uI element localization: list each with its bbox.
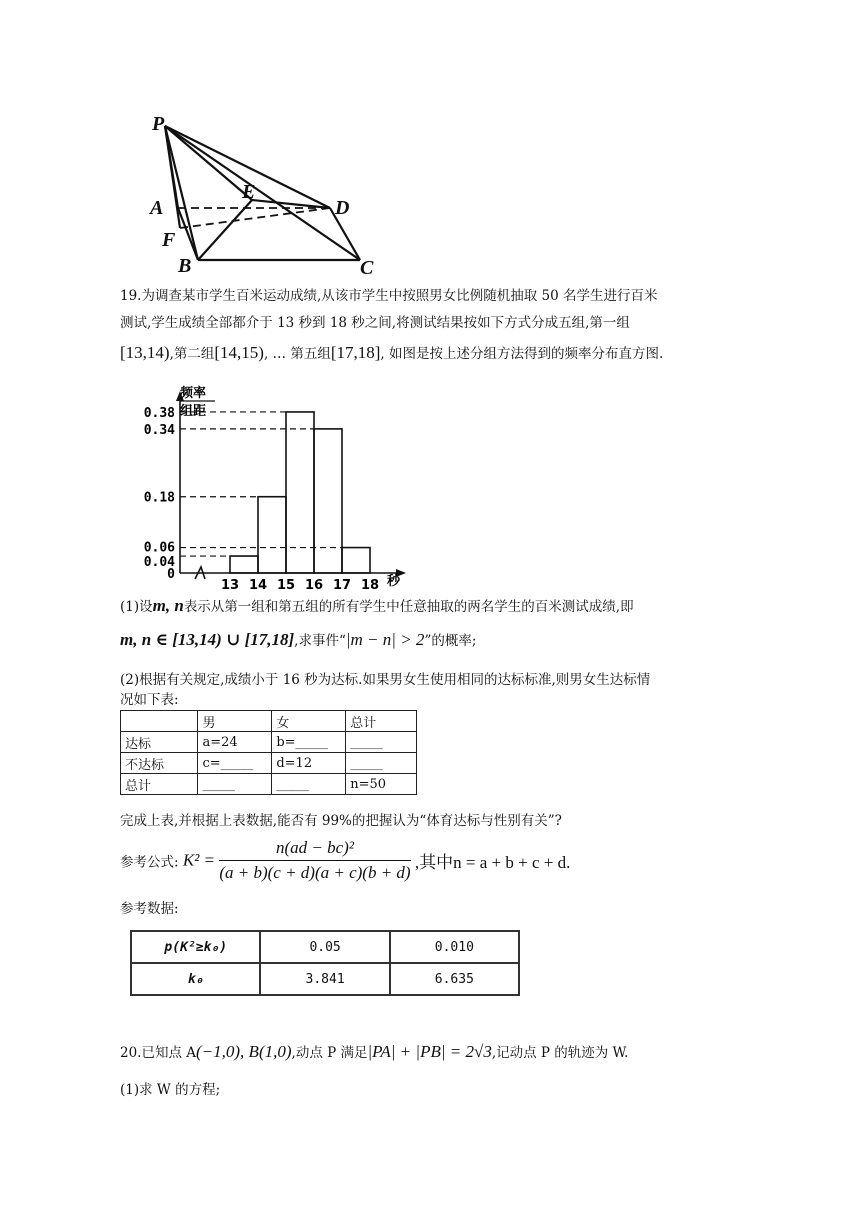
sub1-set-expr: m, n ∈ [13,14) ∪ [17,18] — [120, 630, 295, 649]
table-cell: 3.841 — [260, 963, 389, 995]
q19-line1: 19.为调查某市学生百米运动成绩,从该市学生中按照男女比例随机抽取 50 名学生进行百米 — [120, 288, 658, 304]
y-tick-label: 0.18 — [143, 490, 175, 506]
x-tick-label: 16 — [304, 578, 324, 590]
q19-after-table: 完成上表,并根据上表数据,能否有 99%的把握认为“体育达标与性别有关”? — [120, 813, 562, 829]
ylabel-top: 频率 — [180, 386, 207, 401]
x-tick-label: 18 — [360, 578, 380, 590]
sub1-text-b: ,求事件“ — [294, 633, 346, 649]
table-cell: p(K²≥k₀) — [131, 931, 260, 963]
label-C: C — [360, 257, 374, 279]
contingency-table — [120, 710, 417, 795]
sub1-prefix: (1)设 — [120, 599, 153, 615]
formula-lhs: K² = — [182, 850, 216, 870]
q19-line2: 测试,学生成绩全部都介于 13 秒到 18 秒之间,将测试结果按如下方式分成五组,第一组 — [120, 315, 630, 331]
label-D: D — [335, 197, 350, 219]
q20-sub1: (1)求 W 的方程; — [120, 1082, 221, 1098]
table-cell: _____ — [346, 753, 417, 774]
label-B: B — [178, 255, 192, 277]
histogram-bar — [314, 429, 342, 573]
q19-sub2-line1: (2)根据有关规定,成绩小于 16 秒为达标.如果男女生使用相同的达标标准,则男女生达标情 — [120, 672, 651, 688]
histogram-bar — [258, 497, 286, 573]
y-tick-label: 0.34 — [143, 422, 175, 438]
sub1-end: ”的概率; — [424, 633, 477, 649]
table-row — [121, 774, 417, 795]
table-cell: 不达标 — [121, 753, 198, 774]
x-tick-label: 15 — [276, 578, 296, 590]
x-tick-label: 17 — [332, 578, 352, 590]
interval-second: [14,15) — [214, 343, 264, 362]
sub1-vars: m, n — [152, 596, 184, 615]
table-cell: 男 — [198, 711, 272, 732]
table-row — [121, 753, 417, 774]
label-F: F — [162, 229, 176, 251]
table-cell: d=12 — [272, 753, 346, 774]
q19-line3-text-b: , … 第五组 — [263, 346, 331, 362]
table-cell: b=_____ — [272, 732, 346, 753]
ref-data-label: 参考数据: — [120, 901, 179, 917]
table-row — [121, 711, 417, 732]
label-E: E — [242, 181, 256, 203]
reference-data-table — [130, 930, 520, 996]
table-cell: _____ — [346, 732, 417, 753]
pyramid-figure — [140, 110, 400, 280]
interval-fifth: [17,18] — [330, 343, 381, 362]
sub1-event: |m − n| > 2 — [345, 630, 425, 649]
q20-condition: |PA| + |PB| = 2√3 — [367, 1042, 492, 1061]
formula-tail: ,其中n = a + b + c + d. — [414, 853, 571, 872]
table-row — [131, 963, 519, 995]
q20-points: (−1,0), B(1,0) — [196, 1042, 292, 1061]
q20-text-b: ,动点 P 满足 — [291, 1045, 368, 1061]
reference-formula — [120, 838, 570, 883]
y-tick-label: 0.38 — [143, 405, 175, 421]
x-tick-label: 14 — [248, 578, 268, 590]
q19-sub1-line1 — [120, 596, 634, 617]
histogram-bar — [342, 548, 370, 573]
q19-sub2-line2: 况如下表: — [120, 692, 179, 708]
table-cell — [121, 711, 198, 732]
table-cell: c=_____ — [198, 753, 272, 774]
x-tick-label: 13 — [220, 578, 240, 590]
table-cell: 0.010 — [390, 931, 519, 963]
table-cell: a=24 — [198, 732, 272, 753]
ylabel-bottom: 组距 — [180, 404, 207, 419]
table-cell: 总计 — [346, 711, 417, 732]
q20-text-a: 20.已知点 A — [120, 1045, 197, 1061]
table-cell: 6.635 — [390, 963, 519, 995]
formula-label: 参考公式: — [120, 854, 179, 871]
q19-line3-text-c: , 如图是按上述分组方法得到的频率分布直方图. — [380, 346, 664, 362]
formula-denominator: (a + b)(c + d)(a + c)(b + d) — [219, 863, 411, 882]
frequency-histogram — [125, 385, 425, 590]
y-tick-label: 0.04 — [143, 555, 175, 571]
interval-first: [13,14) — [120, 343, 170, 362]
table-row — [121, 732, 417, 753]
y-tick-label: 0 — [167, 567, 175, 582]
table-cell: _____ — [198, 774, 272, 795]
q19-line3-text-a: ,第二组 — [169, 346, 215, 362]
label-A: A — [150, 197, 164, 219]
histogram-bar — [230, 556, 258, 573]
q19-line3 — [120, 341, 663, 366]
histogram-bar — [286, 412, 314, 573]
table-cell: _____ — [272, 774, 346, 795]
formula-numerator: n(ad − bc)² — [219, 838, 410, 861]
table-cell: n=50 — [346, 774, 417, 795]
sub1-text: 表示从第一组和第五组的所有学生中任意抽取的两名学生的百米测试成绩,即 — [183, 599, 634, 615]
q20-text-c: ,记动点 P 的轨迹为 W. — [491, 1045, 629, 1061]
table-cell: k₀ — [131, 963, 260, 995]
table-cell: 女 — [272, 711, 346, 732]
q19-sub1-line2 — [120, 628, 476, 653]
q20-line1 — [120, 1040, 628, 1065]
xlabel: 秒 — [387, 574, 401, 589]
label-P: P — [152, 113, 165, 135]
formula-fraction — [219, 838, 410, 883]
table-row — [131, 931, 519, 963]
table-cell: 总计 — [121, 774, 198, 795]
y-tick-label: 0.06 — [143, 540, 175, 556]
table-cell: 0.05 — [260, 931, 389, 963]
table-cell: 达标 — [121, 732, 198, 753]
